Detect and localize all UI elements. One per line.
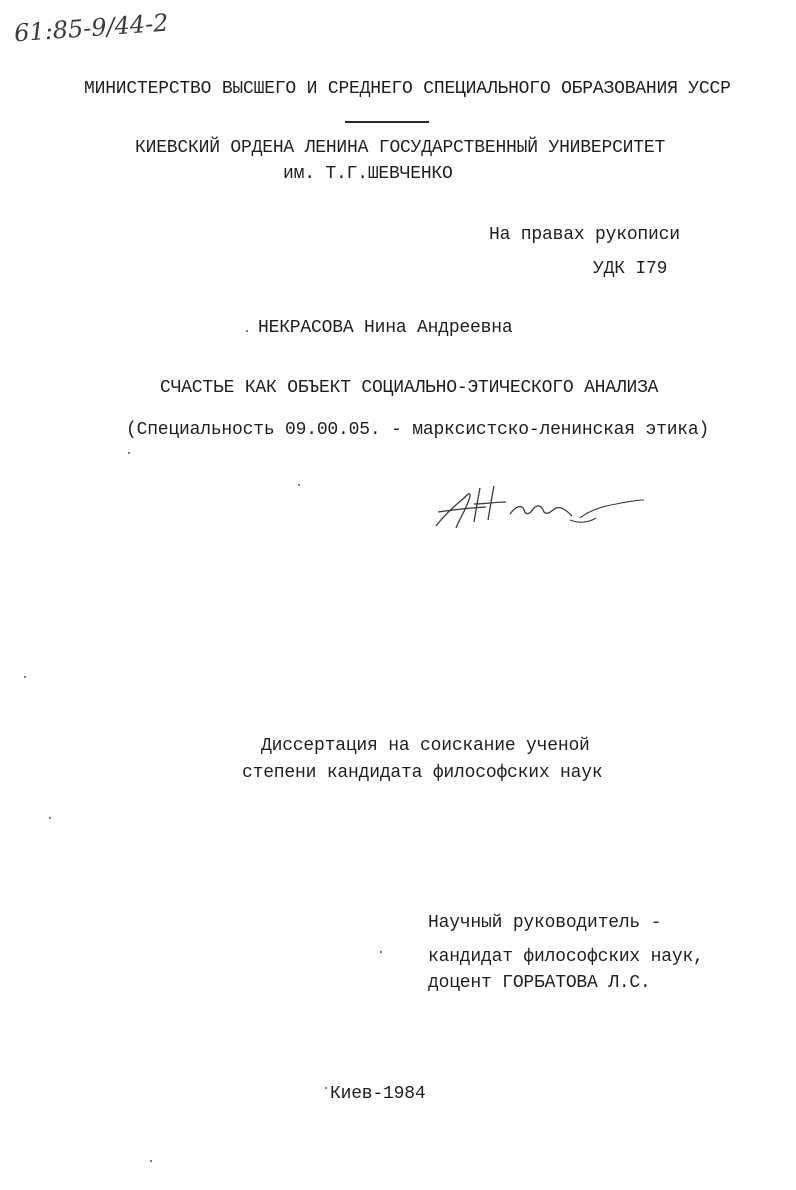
udc-code: УДК I79 <box>593 259 668 279</box>
specialty-line: (Специальность 09.00.05. - марксистско-ленинская этика) <box>126 420 710 440</box>
archive-handwritten-mark: 61:85-9/44-2 <box>13 8 170 48</box>
heading-divider <box>345 121 429 123</box>
supervisor-role: Научный руководитель - <box>428 913 662 933</box>
manuscript-rights-note: На правах рукописи <box>489 225 680 245</box>
dissertation-title: СЧАСТЬЕ КАК ОБЪЕКТ СОЦИАЛЬНО-ЭТИЧЕСКОГО АНАЛИЗА <box>160 378 659 398</box>
scan-speck <box>380 951 382 953</box>
supervisor-name: доцент ГОРБАТОВА Л.С. <box>428 973 651 993</box>
scan-speck <box>325 1087 327 1089</box>
scan-speck <box>128 452 130 454</box>
scan-speck <box>24 676 26 678</box>
dissertation-purpose-line1: Диссертация на соискание ученой <box>261 736 590 756</box>
university-name-named-after: им. Т.Г.ШЕВЧЕНКО <box>283 164 453 184</box>
supervisor-degree: кандидат философских наук, <box>428 947 704 967</box>
scan-speck <box>298 484 300 486</box>
author-name: НЕКРАСОВА Нина Андреевна <box>258 318 513 338</box>
scan-speck <box>150 1160 152 1162</box>
university-name: КИЕВСКИЙ ОРДЕНА ЛЕНИНА ГОСУДАРСТВЕННЫЙ УНИВЕРСИТЕТ <box>135 138 666 158</box>
city-and-year: Киев-1984 <box>330 1084 426 1104</box>
ministry-heading: МИНИСТЕРСТВО ВЫСШЕГО И СРЕДНЕГО СПЕЦИАЛЬНОГО ОБРАЗОВАНИЯ УССР <box>84 79 731 99</box>
scan-speck <box>246 330 248 332</box>
dissertation-purpose-line2: степени кандидата философских наук <box>242 763 603 783</box>
scan-speck <box>49 817 51 819</box>
author-signature <box>430 478 650 538</box>
